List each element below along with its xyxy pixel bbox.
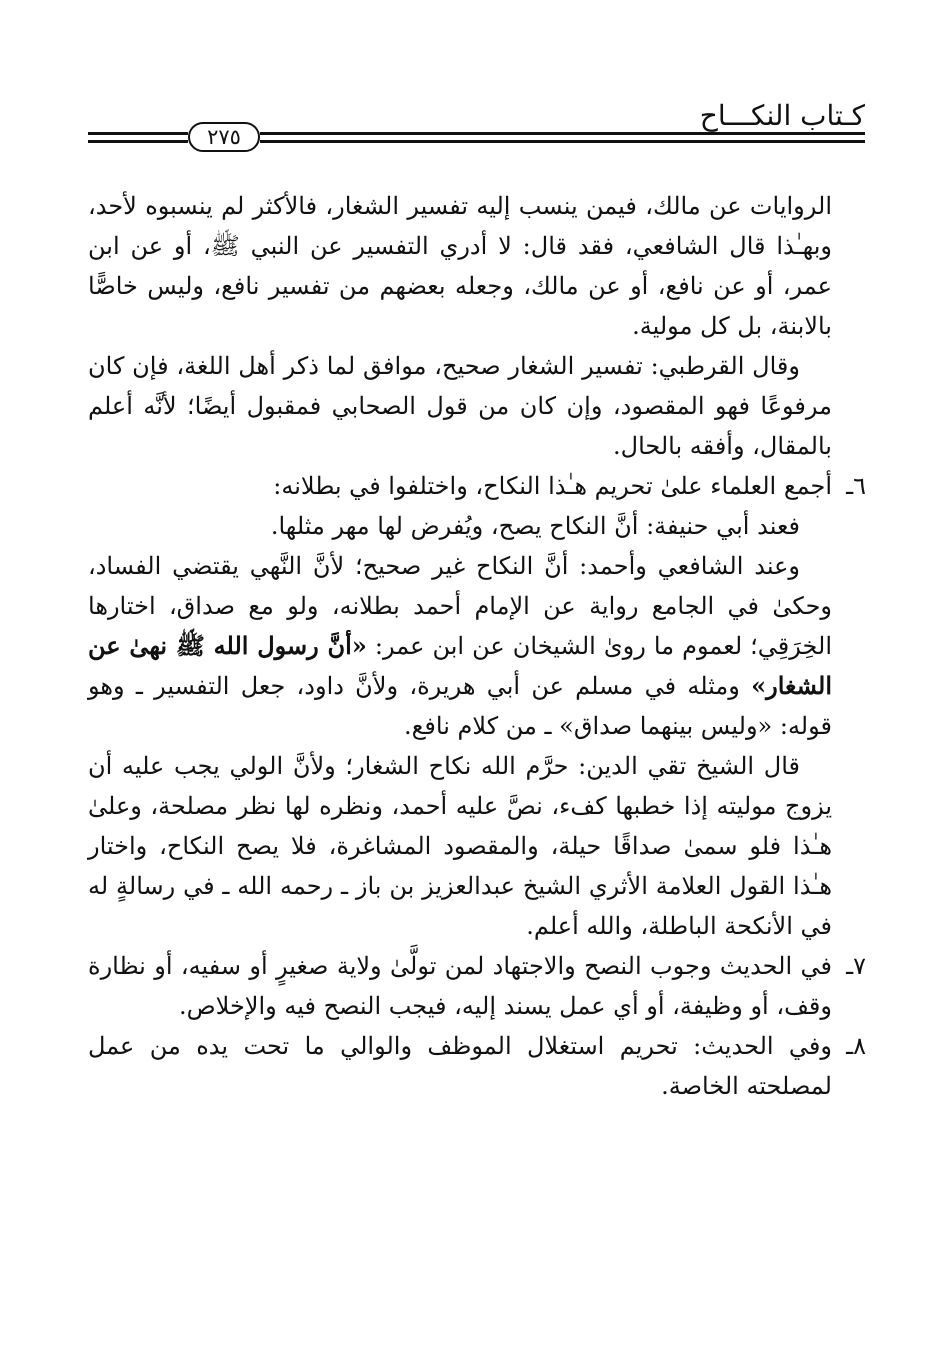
hadith-quote: «أنَّ رسول الله ﷺ نهىٰ عن الشغار» [88, 631, 832, 700]
point-text: وفي الحديث: تحريم استغلال الموظف والوالي ما تحت يده من عمل لمصلحته الخاصة. [88, 1032, 832, 1100]
point-number: ٧ـ [846, 952, 866, 980]
paragraph-text: ومثله في مسلم عن أبي هريرة، ولأنَّ داود، جعل التفسير ـ وهو قوله: «وليس بينهما صداق» ـ من كلام نافع. [88, 672, 832, 740]
point-number: ٨ـ [846, 1032, 866, 1060]
paragraph: الروايات عن مالك، فيمن ينسب إليه تفسير الشغار، فالأكثر لم ينسبوه لأحد، وبهـٰذا قال الشافعي، فقد قال: لا أدري التفسير عن النبي ﷺ، أو عن ابن عمر، أو عن نافع، أو عن مالك، وجعله بعضهم من تفسير نافع، وليس خاصًّا بالابنة، بل كل مولية. [88, 192, 832, 340]
numbered-point [88, 466, 866, 506]
point-text: أجمع العلماء علىٰ تحريم هـٰذا النكاح، واختلفوا في بطلانه: [273, 472, 832, 500]
header-rule-left-top [88, 132, 188, 135]
header-rule-left-bottom [88, 140, 188, 143]
header-rule-right-top [260, 132, 865, 135]
page-number: ٢٧٥ [188, 122, 260, 152]
paragraph [88, 546, 832, 746]
running-title: كـتاب النكـــاح [699, 99, 865, 132]
paragraph: فعند أبي حنيفة: أنَّ النكاح يصح، ويُفرض لها مهر مثلها. [270, 512, 800, 540]
point-number: ٦ـ [846, 472, 866, 500]
numbered-point [88, 946, 866, 1026]
page-body [88, 186, 866, 1106]
paragraph: وقال القرطبي: تفسير الشغار صحيح، موافق لما ذكر أهل اللغة، فإن كان مرفوعًا فهو المقصود، وإن كان من قول الصحابي فمقبول أيضًا؛ لأنَّه أعلم بالمقال، وأفقه بالحال. [88, 352, 832, 460]
paragraph-text: وعند الشافعي وأحمد: أنَّ النكاح غير صحيح؛ لأنَّ النَّهي يقتضي الفساد، وحكىٰ في الجامع رواية عن الإمام أحمد بطلانه، ولو مع صداق، اختارها الخِرَقِي؛ لعموم ما روىٰ الشيخان عن ابن عمر: [88, 552, 832, 660]
paragraph: قال الشيخ تقي الدين: حرَّم الله نكاح الشغار؛ ولأنَّ الولي يجب عليه أن يزوج موليته إذا خطبها كفء، نصَّ عليه أحمد، ونظره لها نظر مصلحة، وعلىٰ هـٰذا فلو سمىٰ صداقًا حيلة، والمقصود المشاغرة، فلا يصح النكاح، واختار هـٰذا القول العلامة الأثري الشيخ عبدالعزيز بن باز ـ رحمه الله ـ في رسالةٍ له في الأنكحة الباطلة، والله أعلم. [88, 752, 832, 940]
header-rule-right-bottom [260, 140, 865, 143]
numbered-point [88, 1026, 866, 1106]
point-text: في الحديث وجوب النصح والاجتهاد لمن تولَّىٰ ولاية صغيرٍ أو سفيه، أو نظارة وقف، أو وظيفة، أو أي عمل يسند إليه، فيجب النصح فيه والإخلاص. [88, 952, 832, 1020]
